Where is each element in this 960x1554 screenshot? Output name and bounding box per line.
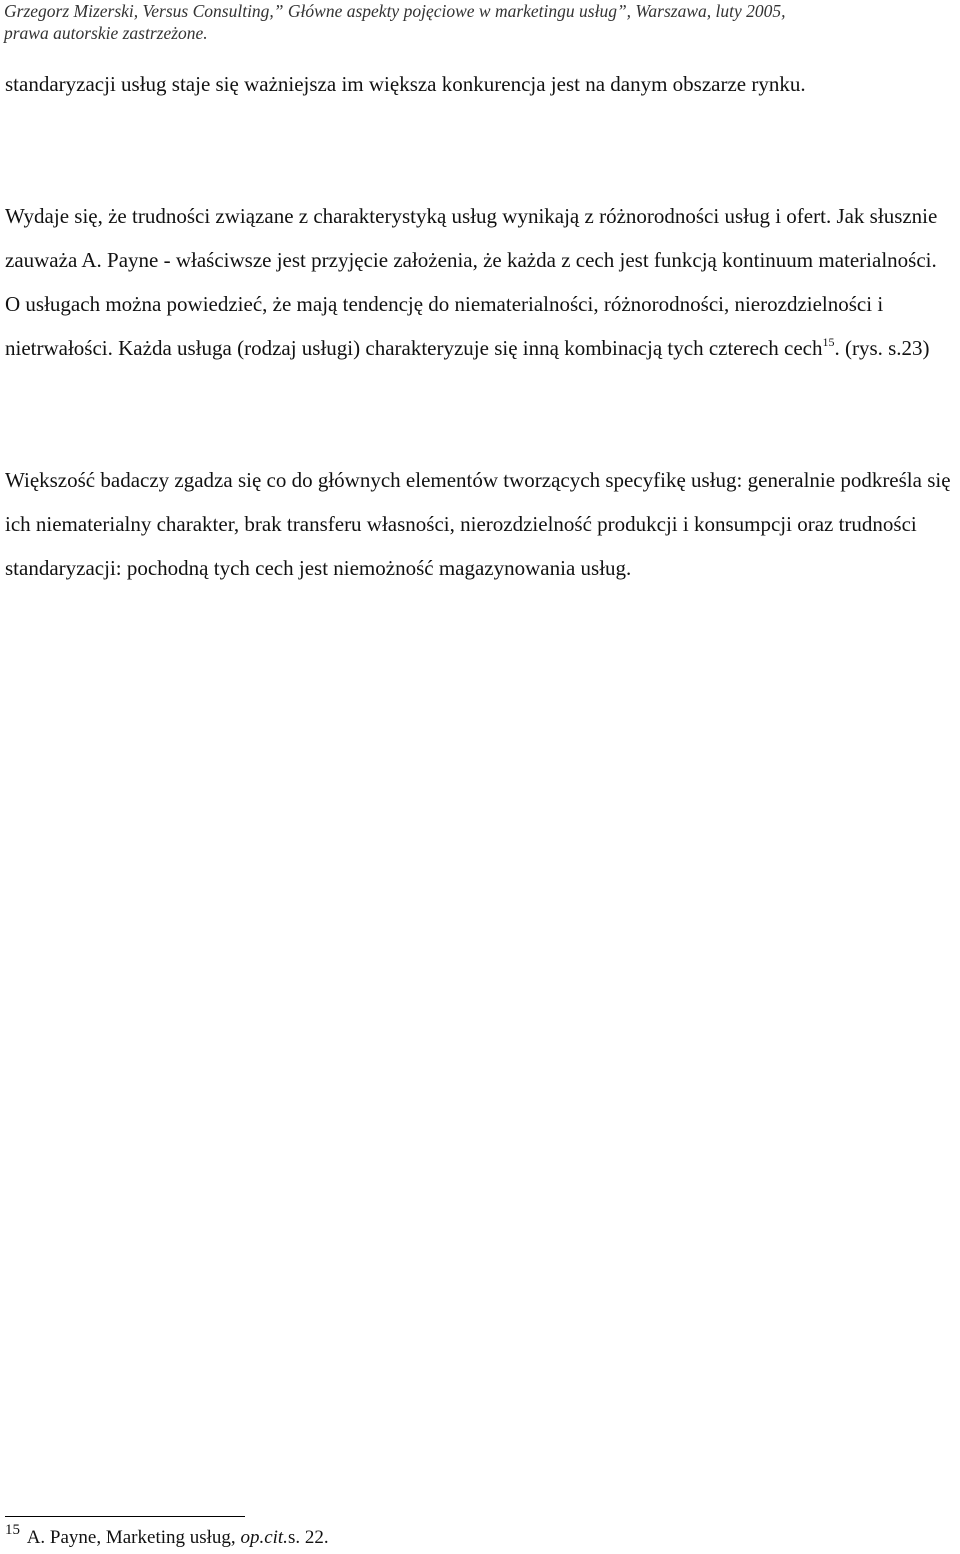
- running-header-line-2: prawa autorskie zastrzeżone.: [4, 23, 208, 43]
- footnote-15: [5, 1524, 957, 1552]
- footnote-reference-15[interactable]: 15: [822, 335, 835, 349]
- footnote-number: 15: [5, 1522, 20, 1538]
- paragraph-3: Większość badaczy zgadza się co do głównych elementów tworzących specyfikę usług: generalnie podkreśla się ich niematerialny charakter, brak transferu własności, nierozdzielność produkcji i konsumpcji oraz trudności standaryzacji: pochodną tych cech jest niemożność magazynowania usług.: [5, 468, 951, 580]
- paragraph-2-tail: . (rys. s.23): [834, 336, 930, 360]
- footnote-page: s. 22.: [287, 1527, 329, 1548]
- paragraph-2: [5, 194, 957, 370]
- footnote-separator: [5, 1516, 245, 1517]
- paragraph-2-text: Wydaje się, że trudności związane z charakterystyką usług wynikają z różnorodności usług i ofert. Jak słusznie zauważa A. Payne - właściwsze jest przyjęcie założenia, że każda z cech jest funkcją kontinuum materialności. O usługach można powiedzieć, że mają tendencję do niematerialności, różnorodności, nierozdzielności i nietrwałości. Każda usługa (rodzaj usługi) charakteryzuje się inną kombinacją tych czterech cech: [5, 204, 938, 360]
- running-header: [4, 0, 956, 44]
- footnote-citation-italic: op.cit.: [240, 1527, 288, 1548]
- running-header-line-1: Grzegorz Mizerski, Versus Consulting,” Główne aspekty pojęciowe w marketingu usług”, Warszawa, luty 2005,: [4, 1, 786, 21]
- paragraph-1: standaryzacji usług staje się ważniejsza im większa konkurencja jest na danym obszarze rynku.: [5, 72, 806, 96]
- footnote-text: A. Payne, Marketing usług,: [23, 1527, 241, 1548]
